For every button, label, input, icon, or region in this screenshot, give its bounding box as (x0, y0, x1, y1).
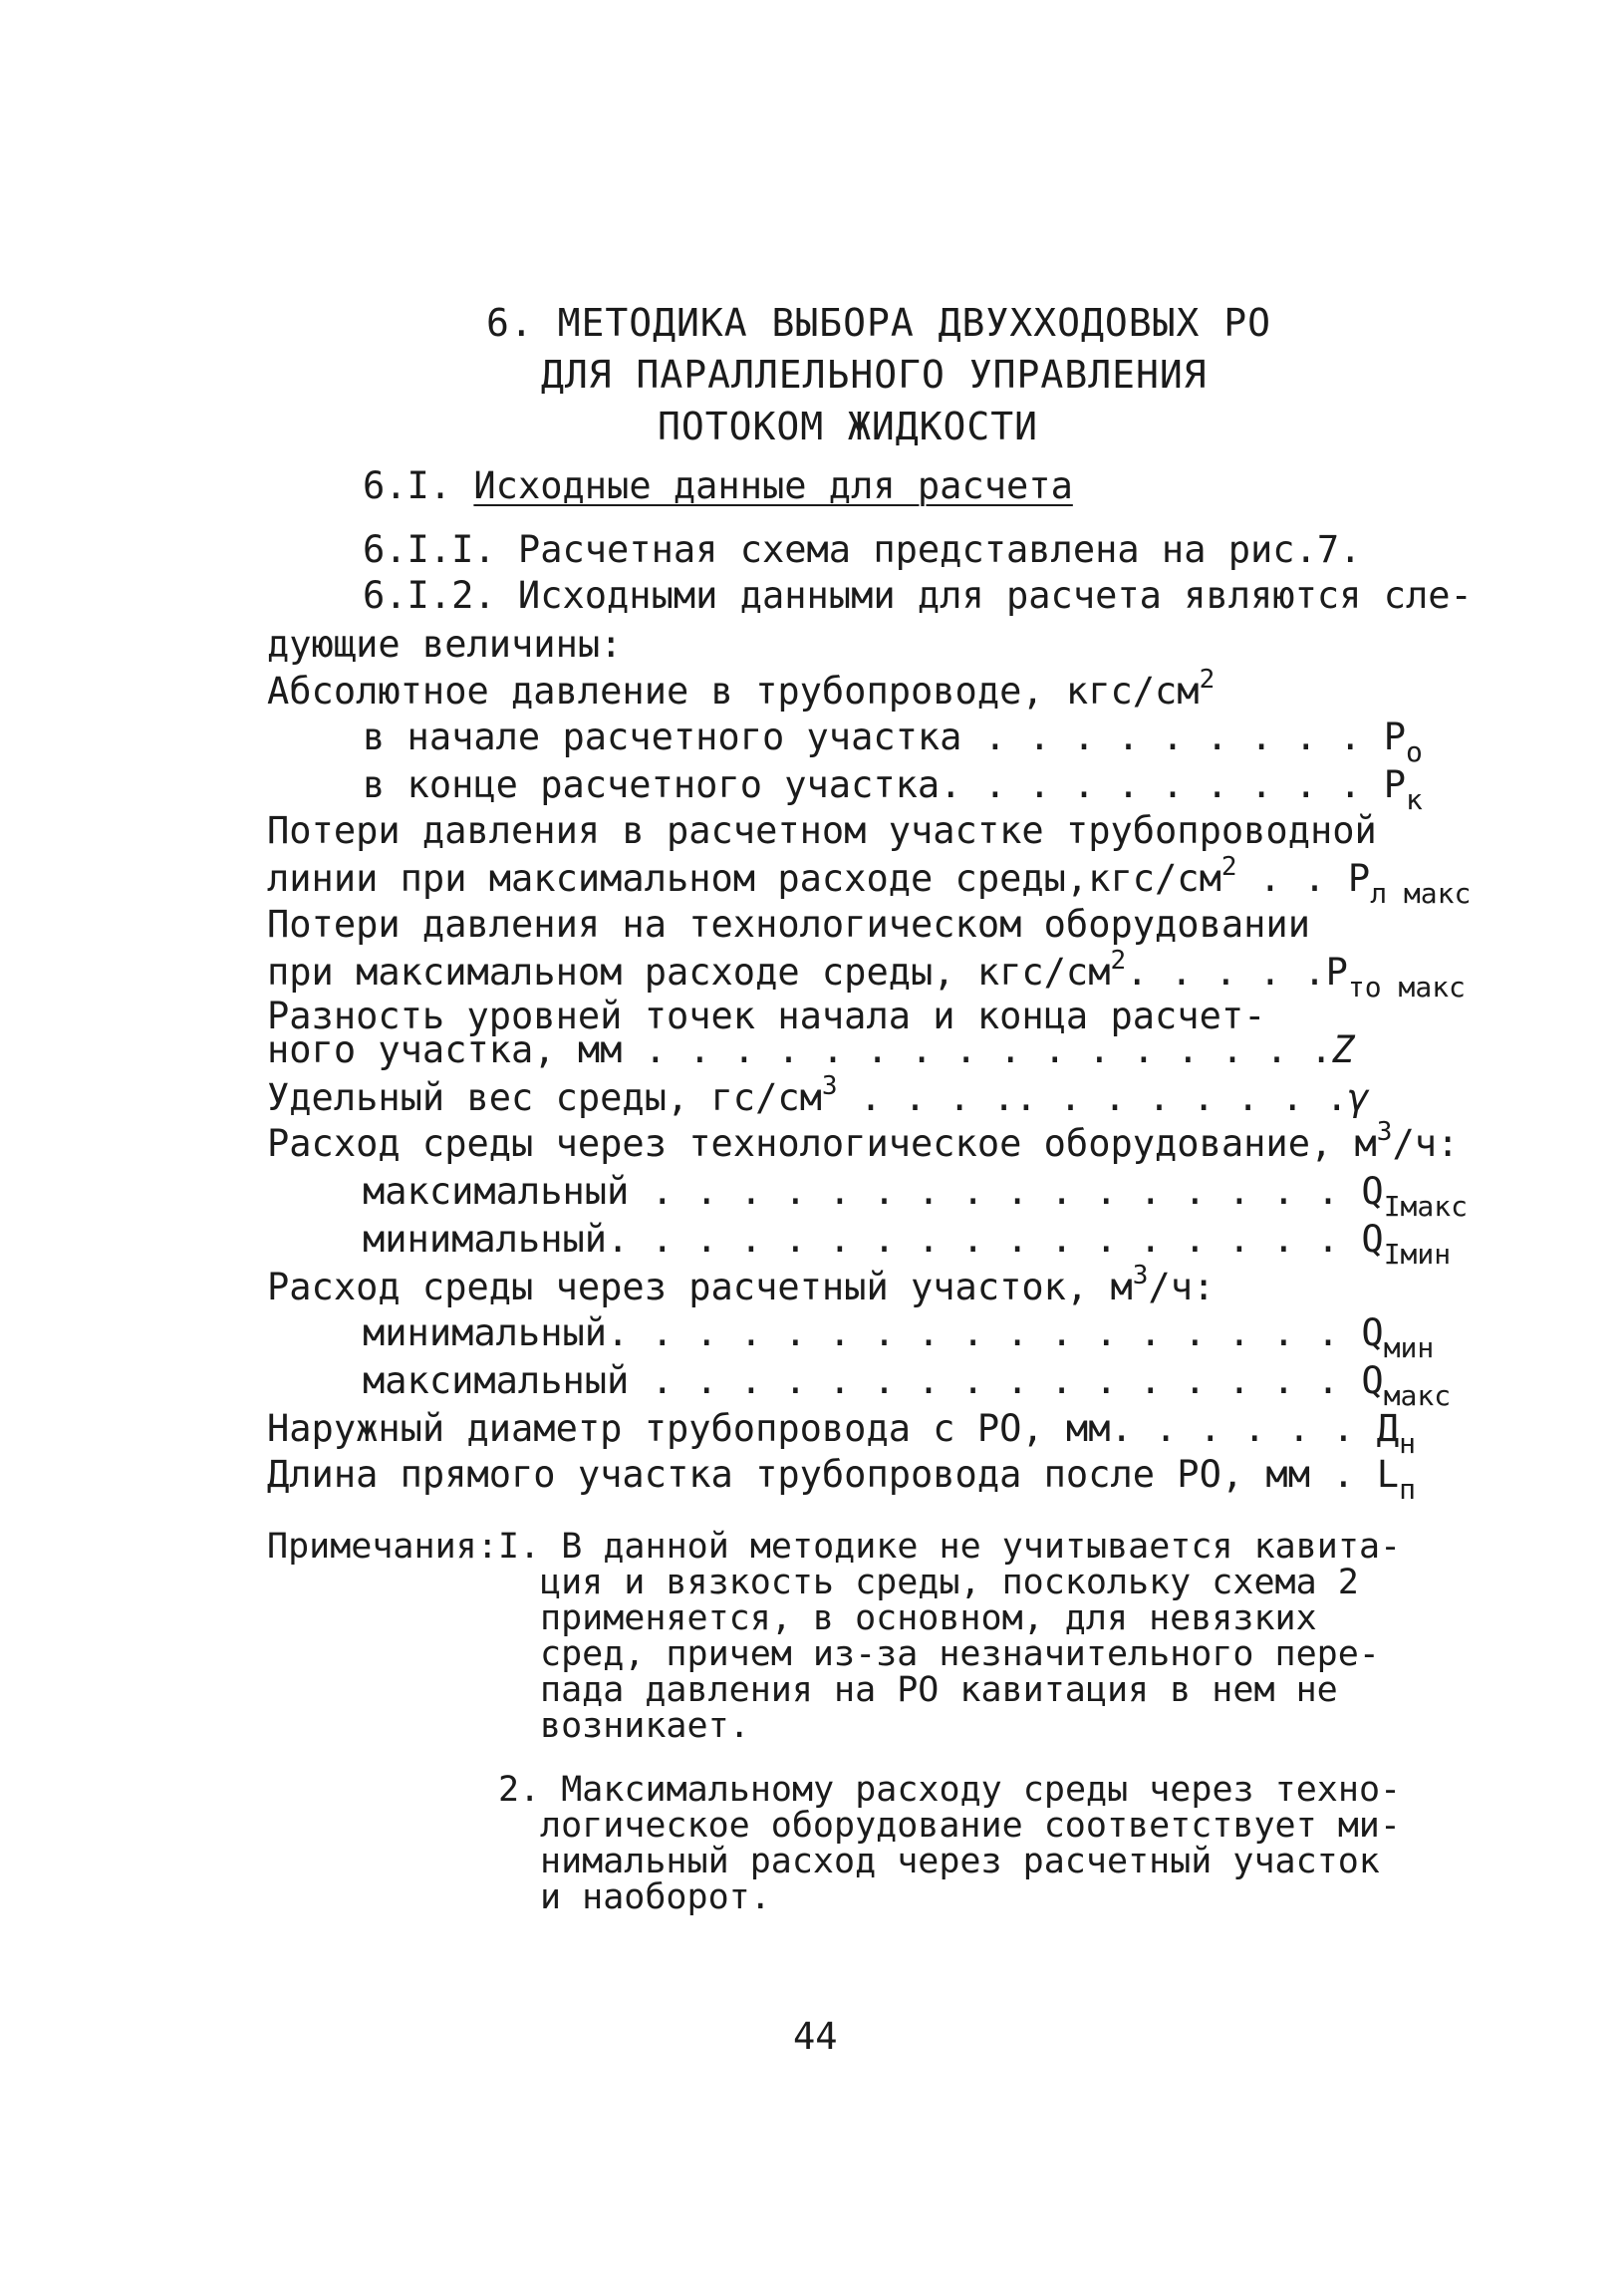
abs-pressure-line (267, 665, 1216, 718)
flow-eq-line (267, 1117, 1460, 1170)
flow-sec-sup: 3 (1132, 1261, 1149, 1291)
notes-label: Примечания: (267, 1527, 498, 1567)
eq-min-text: минимальный. . . . . . . . . . . . . . . . . Q (363, 1218, 1384, 1261)
end-pressure-line (363, 763, 1423, 816)
weight-sup: 3 (821, 1071, 838, 1101)
flow-eq-sup: 3 (1376, 1117, 1393, 1147)
sec-max-text: максимальный . . . . . . . . . . . . . . . . Q (363, 1359, 1384, 1402)
sec-min-line (363, 1311, 1435, 1364)
note-1-line-5: пада давления на РО кавитация в нем не (540, 1670, 1338, 1710)
sec-min-text: минимальный. . . . . . . . . . . . . . . . . Q (363, 1311, 1384, 1354)
weight-symbol: γ (1347, 1076, 1371, 1119)
sec-max-line (363, 1359, 1452, 1412)
loss1-sub: л макс (1370, 877, 1472, 910)
weight-end: . . . .. . . . . . . . (837, 1076, 1348, 1119)
flow-eq-end: /ч: (1392, 1122, 1460, 1165)
loss2-line-a: Потери давления на технологическом оборудовании (267, 903, 1310, 946)
note-1-line-3: применяется, в основном, для невязких (540, 1598, 1317, 1638)
note-2-line-1: 2. Максимальному расходу среды через техно- (498, 1770, 1402, 1810)
length-line (267, 1453, 1416, 1506)
note-2-line-2: логическое оборудование соответствует ми- (540, 1806, 1401, 1846)
start-pressure-line (363, 716, 1423, 768)
level-text: ного участка, мм . . . . . . . . . . . . . . . . (267, 1028, 1333, 1071)
start-pressure-sub: o (1405, 735, 1423, 768)
eq-max-text: максимальный . . . . . . . . . . . . . . . . Q (363, 1170, 1384, 1213)
sec-max-sub: макс (1383, 1379, 1452, 1412)
start-pressure-text: в начале расчетного участка . . . . . . . . . P (363, 716, 1406, 758)
note-1-line-4: сред, причем из-за незначительного пере- (540, 1634, 1380, 1674)
paragraph-1: 6.I.I. Расчетная схема представлена на рис.7. (363, 528, 1362, 571)
level-line-b (267, 1028, 1355, 1072)
flow-sec-text: Расход среды через расчетный участок, м (267, 1266, 1133, 1308)
abs-pressure-text: Абсолютное давление в трубопроводе, кгс/см (267, 670, 1200, 713)
note-2-line-3: нимальный расход через расчетный участок (540, 1842, 1380, 1881)
section-title: Исходные данные для расчета (473, 464, 1073, 507)
loss1-end: . . P (1236, 857, 1371, 900)
section-heading (363, 464, 1073, 508)
eq-max-line (363, 1170, 1468, 1223)
eq-min-line (363, 1218, 1452, 1271)
sec-min-sub: мин (1383, 1331, 1435, 1364)
loss1-text: линии при максимальном расходе среды,кгс/см (267, 857, 1221, 900)
loss1-line-a: Потери давления в расчетном участке трубопроводной (267, 809, 1377, 852)
note-1-line-6: возникает. (540, 1706, 750, 1746)
length-text: Длина прямого участка трубопровода после РО, мм . L (267, 1453, 1400, 1496)
eq-min-sub: Iмин (1383, 1238, 1452, 1271)
diameter-line (267, 1407, 1416, 1460)
loss2-end: . . . . .P (1126, 951, 1348, 994)
level-line-a: Разность уровней точек начала и конца расчет- (267, 995, 1266, 1037)
loss1-line-b (267, 852, 1472, 910)
heading-line-1: 6. МЕТОДИКА ВЫБОРА ДВУХХОДОВЫХ РО (486, 301, 1271, 345)
loss2-text: при максимальном расходе среды, кгс/см (267, 951, 1111, 994)
flow-sec-line (267, 1261, 1216, 1313)
note-2-line-4: и наоборот. (540, 1877, 771, 1917)
end-pressure-sub: к (1405, 783, 1423, 816)
loss2-line-b (267, 946, 1466, 1004)
section-number: 6.I. (363, 464, 452, 507)
note-1-line-1: I. В данной методике не учитывается кавита- (498, 1527, 1402, 1567)
diameter-sub: н (1399, 1427, 1416, 1460)
abs-pressure-sup: 2 (1199, 665, 1216, 695)
paragraph-2-line-2: дующие величины: (267, 623, 623, 666)
eq-max-sub: Iмакс (1383, 1190, 1468, 1223)
weight-text: Удельный вес среды, гс/см (267, 1076, 822, 1119)
flow-eq-text: Расход среды через технологическое оборудование, м (267, 1122, 1377, 1165)
paragraph-2-line-1: 6.I.2. Исходными данными для расчета являются сле- (363, 574, 1473, 617)
level-symbol: Z (1332, 1028, 1355, 1071)
heading-line-2: ДЛЯ ПАРАЛЛЕЛЬНОГО УПРАВЛЕНИЯ (541, 353, 1208, 397)
loss2-sub: то макс (1347, 971, 1466, 1004)
page-number: 44 (793, 2015, 838, 2058)
loss2-sup: 2 (1110, 946, 1127, 976)
note-1-line-2: ция и вязкость среды, поскольку схема 2 (540, 1563, 1359, 1602)
loss1-sup: 2 (1220, 852, 1237, 882)
length-sub: п (1399, 1473, 1416, 1506)
heading-line-3: ПОТОКОМ ЖИДКОСТИ (658, 405, 1039, 448)
end-pressure-text: в конце расчетного участка. . . . . . . . . . P (363, 763, 1406, 806)
flow-sec-end: /ч: (1148, 1266, 1216, 1308)
weight-line (267, 1071, 1371, 1124)
diameter-text: Наружный диаметр трубопровода с РО, мм. . . . . . Д (267, 1407, 1400, 1450)
